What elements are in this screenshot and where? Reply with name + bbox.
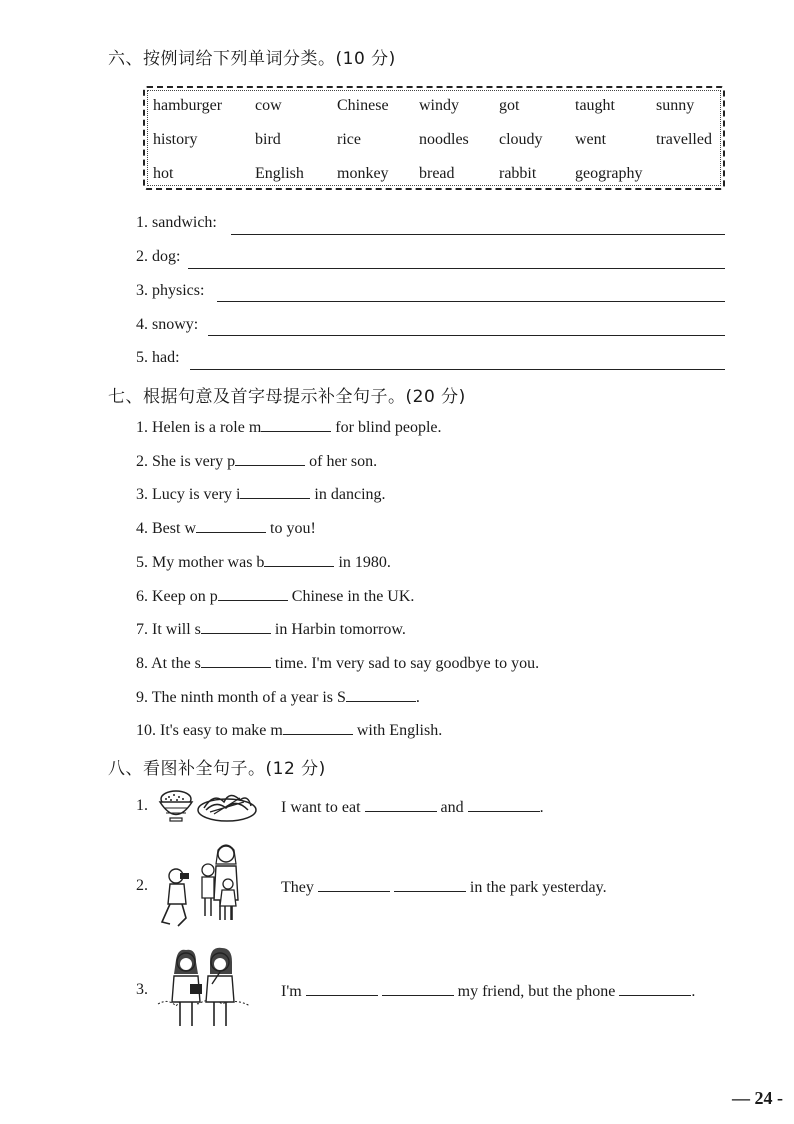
fill-sentence (136, 720, 442, 740)
word: hamburger (153, 97, 223, 114)
sentence-text: 4. Best w (136, 520, 196, 537)
fill-sentence (136, 552, 391, 572)
sentence-text: time. I'm very sad to say goodbye to you. (270, 655, 540, 672)
two-girls-talking-icon (156, 944, 252, 1030)
sentence-text: . (415, 689, 420, 706)
sentence-text: Chinese in the UK. (287, 588, 415, 605)
word: Chinese (337, 97, 389, 114)
fill-sentence (136, 484, 386, 504)
classify-item-label: 4. snowy: (136, 316, 199, 333)
blank[interactable] (201, 653, 271, 668)
sentence-text: with English. (352, 722, 443, 739)
sentence-text: 10. It's easy to make m (136, 722, 283, 739)
sentence-text: I'm (281, 983, 306, 1000)
sentence-text: 7. It will s (136, 621, 201, 638)
word: got (499, 97, 520, 114)
sentence-text: in dancing. (310, 486, 386, 503)
word-bank-box (143, 86, 725, 190)
item-number: 1. (136, 797, 148, 814)
classify-item-label: 1. sandwich: (136, 214, 217, 231)
sentence-text: in the park yesterday. (465, 879, 607, 896)
fill-sentence (136, 586, 414, 606)
classify-item-label: 3. physics: (136, 282, 205, 299)
picture-sentence (281, 797, 544, 817)
sentence-text: 3. Lucy is very i (136, 486, 241, 503)
sentence-text: in Harbin tomorrow. (270, 621, 406, 638)
word: English (255, 165, 304, 182)
sentence-text: . (539, 799, 544, 816)
sentence-text: 1. Helen is a role m (136, 419, 262, 436)
word: taught (575, 97, 615, 114)
word: rabbit (499, 165, 537, 182)
sentence-text: . (691, 983, 696, 1000)
item-number: 3. (136, 981, 148, 998)
sentence-text: They (281, 879, 318, 896)
blank[interactable] (240, 484, 310, 499)
fill-sentence (136, 417, 442, 437)
word: rice (337, 131, 361, 148)
word: sunny (656, 97, 695, 114)
word: went (575, 131, 607, 148)
blank[interactable] (346, 687, 416, 702)
answer-line[interactable] (217, 301, 725, 302)
sentence-text: 5. My mother was b (136, 554, 265, 571)
sentence-text: of her son. (305, 453, 378, 470)
blank[interactable] (264, 552, 334, 567)
sentence-text: 2. She is very p (136, 453, 236, 470)
answer-line[interactable] (231, 234, 725, 235)
word: geography (575, 165, 643, 182)
word: cow (255, 97, 282, 114)
word: history (153, 131, 198, 148)
fill-sentence (136, 687, 420, 707)
answer-line[interactable] (190, 369, 725, 370)
picture-sentence (281, 877, 607, 897)
word: travelled (656, 131, 712, 148)
blank[interactable] (619, 981, 691, 996)
word: hot (153, 165, 174, 182)
fill-sentence (136, 518, 316, 538)
answer-line[interactable] (188, 268, 725, 269)
blank[interactable] (196, 518, 266, 533)
sentence-text: and (436, 799, 468, 816)
blank[interactable] (218, 586, 288, 601)
sentence-text: for blind people. (331, 419, 442, 436)
sentence-text: 6. Keep on p (136, 588, 218, 605)
blank[interactable] (201, 619, 271, 634)
section-6-title: 六、按例词给下列单词分类。(10 分) (108, 49, 396, 69)
section-8-title: 八、看图补全句子。(12 分) (108, 759, 326, 779)
fill-sentence (136, 653, 539, 673)
blank[interactable] (283, 720, 353, 735)
blank[interactable] (365, 797, 437, 812)
page-number: — 24 - (732, 1088, 783, 1108)
blank[interactable] (261, 417, 331, 432)
rice-bowl-icon (157, 789, 195, 823)
sentence-text: I want to eat (281, 799, 365, 816)
classify-item-label: 5. had: (136, 349, 180, 366)
photographer-family-icon (156, 840, 242, 932)
sentence-text: in 1980. (334, 554, 391, 571)
blank[interactable] (235, 451, 305, 466)
classify-item-label: 2. dog: (136, 248, 181, 265)
sentence-text: 9. The ninth month of a year is S (136, 689, 346, 706)
blank[interactable] (394, 877, 466, 892)
answer-line[interactable] (208, 335, 725, 336)
word: monkey (337, 165, 389, 182)
picture-sentence (281, 981, 695, 1001)
section-7-title: 七、根据句意及首字母提示补全句子。(20 分) (108, 387, 466, 407)
word: bread (419, 165, 455, 182)
word: cloudy (499, 131, 543, 148)
fill-sentence (136, 451, 377, 471)
word: bird (255, 131, 281, 148)
blank[interactable] (382, 981, 454, 996)
sentence-text: my friend, but the phone (453, 983, 620, 1000)
blank[interactable] (306, 981, 378, 996)
blank[interactable] (468, 797, 540, 812)
word: windy (419, 97, 459, 114)
noodles-plate-icon (196, 788, 258, 824)
sentence-text: 8. At the s (136, 655, 201, 672)
sentence-text: to you! (266, 520, 316, 537)
item-number: 2. (136, 877, 148, 894)
blank[interactable] (318, 877, 390, 892)
word: noodles (419, 131, 469, 148)
fill-sentence (136, 619, 406, 639)
